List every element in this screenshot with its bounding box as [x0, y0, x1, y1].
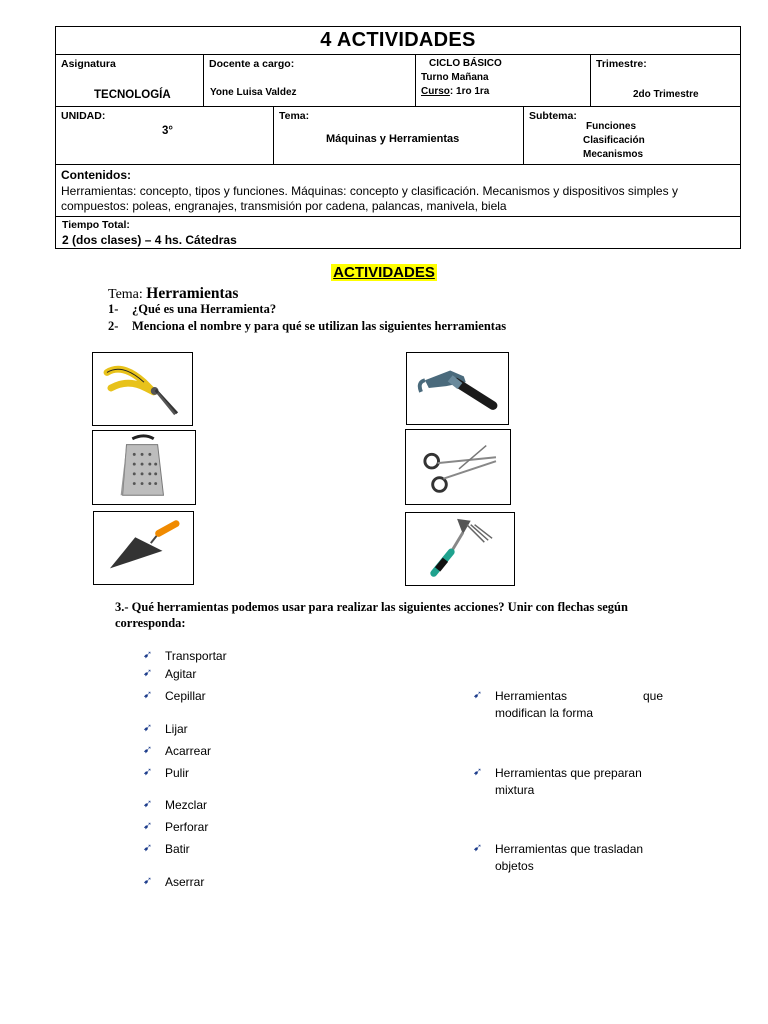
header-row-tiempo — [56, 217, 740, 248]
action-label: Aserrar — [165, 875, 205, 889]
trimestre-label: Trimestre: — [596, 58, 647, 70]
action-item — [143, 688, 206, 705]
arrow-bullet-icon: ➹ — [473, 766, 483, 778]
ciclo-value: CICLO BÁSICO — [429, 58, 502, 69]
header-row-contenidos — [56, 165, 740, 217]
asignatura-label: Asignatura — [61, 58, 116, 70]
unidad-value: 3° — [162, 125, 173, 137]
scissors-image — [405, 429, 511, 505]
header-row-subject — [56, 55, 740, 107]
unidad-label: UNIDAD: — [61, 110, 106, 122]
action-label: Perforar — [165, 820, 209, 834]
tiempo-cell — [56, 217, 740, 248]
subtema-item: Clasificación — [583, 135, 645, 146]
hoe-image — [405, 512, 515, 586]
category-label: mixtura — [495, 783, 535, 797]
action-label: Lijar — [165, 722, 188, 736]
tema-name: Herramientas — [146, 285, 239, 302]
trowel-image — [93, 511, 194, 585]
arrow-bullet-icon: ➹ — [143, 798, 153, 810]
question-1 — [108, 302, 276, 317]
category-label: Herramientas que preparan — [495, 766, 642, 780]
arrow-bullet-icon: ➹ — [143, 766, 153, 778]
action-item — [143, 841, 190, 858]
arrow-bullet-icon: ➹ — [143, 842, 153, 854]
scissors-icon — [406, 430, 510, 504]
question-2-text: Menciona el nombre y para qué se utilizan las siguientes herramientas — [132, 319, 507, 333]
action-item — [143, 743, 211, 760]
curso-row — [421, 86, 489, 97]
category-item — [473, 765, 663, 799]
trimestre-cell — [591, 55, 740, 106]
question-1-number: 1- — [108, 302, 119, 316]
docente-value: Yone Luisa Valdez — [210, 87, 297, 98]
tema-value: Máquinas y Herramientas — [326, 133, 460, 145]
action-item — [143, 874, 204, 891]
unidad-cell — [56, 107, 274, 164]
tiempo-value: 2 (dos clases) – 4 hs. Cátedras — [62, 233, 237, 247]
arrow-bullet-icon: ➹ — [143, 649, 153, 661]
action-item — [143, 765, 189, 782]
tiempo-label: Tiempo Total: — [62, 219, 130, 231]
contenidos-text: Herramientas: concepto, tipos y funciones. Máquinas: concepto y clasificación. Mecanismos y dispositivos simples y compuestos: poleas, engranajes, transmisión por cadena, palancas, manivela, biela — [61, 184, 678, 213]
activities-heading: ACTIVIDADES — [333, 264, 435, 281]
question-2-number: 2- — [108, 319, 119, 333]
grater-icon — [93, 431, 195, 504]
turno-value: Turno Mañana — [421, 72, 489, 83]
action-item — [143, 721, 188, 738]
tema-label: Tema: — [279, 110, 310, 122]
action-item — [143, 666, 196, 683]
category-label: que — [642, 689, 663, 703]
subtema-label: Subtema: — [529, 110, 577, 122]
document-title: 4 ACTIVIDADES — [320, 29, 476, 51]
category-item — [473, 688, 663, 722]
arrow-bullet-icon: ➹ — [143, 820, 153, 832]
docente-cell — [204, 55, 416, 106]
arrow-bullet-icon: ➹ — [143, 667, 153, 679]
action-item — [143, 648, 227, 665]
question-3-line2: corresponda: — [115, 616, 186, 630]
arrow-bullet-icon: ➹ — [473, 689, 483, 701]
action-item — [143, 797, 207, 814]
question-3-line1: 3.- Qué herramientas podemos usar para realizar las siguientes acciones? Unir con flechas según — [115, 600, 628, 614]
hoe-icon — [406, 513, 514, 585]
action-label: Cepillar — [165, 689, 206, 703]
contenidos-label: Contenidos: — [61, 168, 131, 182]
subtema-item: Mecanismos — [583, 149, 644, 160]
asignatura-value: TECNOLOGÍA — [94, 89, 171, 101]
header-row-unidad — [56, 107, 740, 165]
asignatura-cell — [56, 55, 204, 106]
category-label: Herramientas que trasladan — [495, 842, 644, 856]
trimestre-value: 2do Trimestre — [633, 89, 699, 100]
action-label: Agitar — [165, 667, 197, 681]
pliers-image — [92, 352, 193, 426]
hammer-image — [406, 352, 509, 425]
pliers-icon — [93, 353, 192, 425]
arrow-bullet-icon: ➹ — [143, 875, 153, 887]
category-label: objetos — [495, 859, 534, 873]
trowel-icon — [94, 512, 193, 584]
arrow-bullet-icon: ➹ — [143, 744, 153, 756]
action-label: Transportar — [165, 649, 227, 663]
arrow-bullet-icon: ➹ — [473, 842, 483, 854]
category-item — [473, 841, 663, 875]
arrow-bullet-icon: ➹ — [143, 689, 153, 701]
grater-image — [92, 430, 196, 505]
action-label: Pulir — [165, 766, 190, 780]
curso-value: : 1ro 1ra — [449, 86, 490, 97]
docente-label: Docente a cargo: — [209, 58, 295, 70]
hammer-icon — [407, 353, 508, 424]
subtema-item: Funciones — [586, 121, 637, 132]
tema-line — [108, 285, 238, 303]
activities-heading-wrap — [0, 264, 768, 282]
category-label: Herramientas — [495, 689, 568, 703]
curso-label: Curso — [421, 86, 450, 97]
contenidos-cell — [56, 165, 740, 216]
question-1-text: ¿Qué es una Herramienta? — [132, 302, 277, 316]
tema-cell — [274, 107, 524, 164]
action-item — [143, 819, 208, 836]
arrow-bullet-icon: ➹ — [143, 722, 153, 734]
action-label: Batir — [165, 842, 190, 856]
header-title-row — [56, 27, 740, 55]
tema-prefix: Tema: — [108, 287, 143, 302]
subtema-cell — [524, 107, 740, 164]
ciclo-cell — [416, 55, 591, 106]
question-2 — [108, 319, 506, 334]
action-label: Mezclar — [165, 798, 208, 812]
action-label: Acarrear — [165, 744, 212, 758]
header-table — [55, 26, 741, 249]
category-label: modifican la forma — [495, 706, 594, 720]
